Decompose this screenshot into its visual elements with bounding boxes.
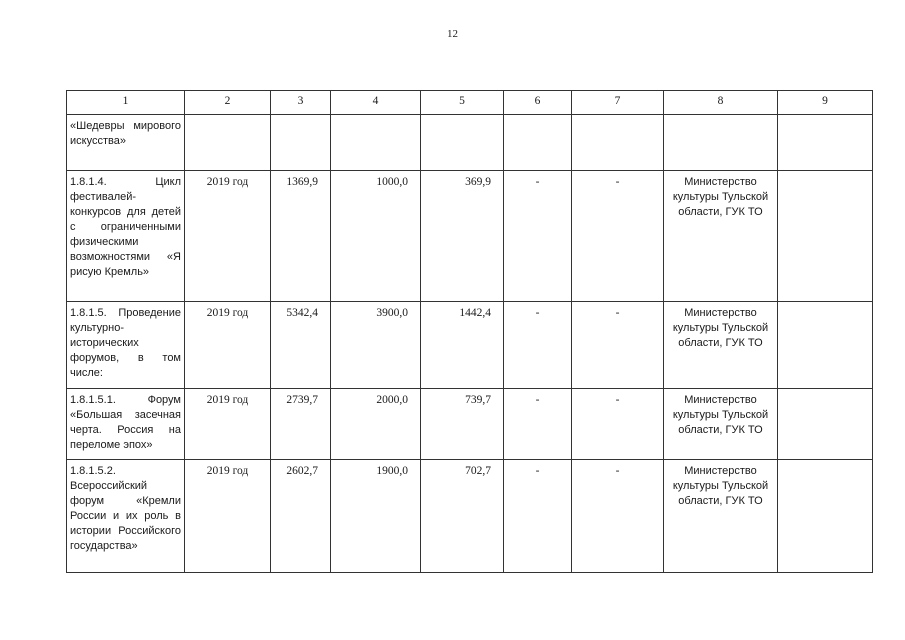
- empty-cell: [778, 460, 873, 573]
- amount-cell: 1442,4: [421, 302, 504, 389]
- empty-cell: [778, 302, 873, 389]
- period-cell: [185, 115, 271, 171]
- table-row: [67, 460, 873, 573]
- amount-cell: -: [504, 302, 572, 389]
- column-header: 8: [664, 91, 778, 115]
- activity-name: 1.8.1.5.1. Форум «Большая засечная черта. Россия на переломе эпох»: [67, 389, 185, 460]
- table-row: [67, 171, 873, 302]
- column-header: 3: [271, 91, 331, 115]
- column-header: 7: [572, 91, 664, 115]
- amount-cell: [504, 115, 572, 171]
- activity-name: 1.8.1.5. Проведение культурно-исторических форумов, в том числе:: [67, 302, 185, 389]
- total-cell: 5342,4: [271, 302, 331, 389]
- amount-cell: [331, 115, 421, 171]
- amount-cell: 3900,0: [331, 302, 421, 389]
- empty-cell: [778, 389, 873, 460]
- amount-cell: -: [572, 460, 664, 573]
- period-cell: 2019 год: [185, 389, 271, 460]
- amount-cell: [421, 115, 504, 171]
- amount-cell: 739,7: [421, 389, 504, 460]
- amount-cell: 1900,0: [331, 460, 421, 573]
- amount-cell: 2000,0: [331, 389, 421, 460]
- empty-cell: [778, 115, 873, 171]
- table-row: [67, 302, 873, 389]
- column-header: 4: [331, 91, 421, 115]
- table-row: [67, 115, 873, 171]
- column-header: 5: [421, 91, 504, 115]
- column-header: 6: [504, 91, 572, 115]
- empty-cell: [778, 171, 873, 302]
- executor-cell: Министерство культуры Тульской области, ГУК ТО: [664, 302, 778, 389]
- period-cell: 2019 год: [185, 171, 271, 302]
- executor-cell: Министерство культуры Тульской области, ГУК ТО: [664, 389, 778, 460]
- executor-cell: Министерство культуры Тульской области, ГУК ТО: [664, 460, 778, 573]
- amount-cell: 702,7: [421, 460, 504, 573]
- total-cell: 2602,7: [271, 460, 331, 573]
- page-number: 12: [447, 28, 458, 40]
- amount-cell: -: [504, 460, 572, 573]
- column-header: 1: [67, 91, 185, 115]
- amount-cell: 369,9: [421, 171, 504, 302]
- column-header: 9: [778, 91, 873, 115]
- column-header: 2: [185, 91, 271, 115]
- total-cell: [271, 115, 331, 171]
- activity-name: 1.8.1.5.2. Всероссийский форум «Кремли России и их роль в истории Российского государства»: [67, 460, 185, 573]
- activity-name: «Шедевры мирового искусства»: [67, 115, 185, 171]
- total-cell: 1369,9: [271, 171, 331, 302]
- amount-cell: -: [572, 302, 664, 389]
- executor-cell: [664, 115, 778, 171]
- amount-cell: -: [504, 389, 572, 460]
- period-cell: 2019 год: [185, 460, 271, 573]
- total-cell: 2739,7: [271, 389, 331, 460]
- table-header-row: [67, 91, 873, 115]
- amount-cell: [572, 115, 664, 171]
- program-table: [66, 90, 873, 573]
- table-row: [67, 389, 873, 460]
- period-cell: 2019 год: [185, 302, 271, 389]
- amount-cell: -: [572, 389, 664, 460]
- amount-cell: 1000,0: [331, 171, 421, 302]
- amount-cell: -: [504, 171, 572, 302]
- executor-cell: Министерство культуры Тульской области, ГУК ТО: [664, 171, 778, 302]
- activity-name: 1.8.1.4. Цикл фестивалей-конкурсов для детей с ограниченными физическими возможностями «Я рисую Кремль»: [67, 171, 185, 302]
- amount-cell: -: [572, 171, 664, 302]
